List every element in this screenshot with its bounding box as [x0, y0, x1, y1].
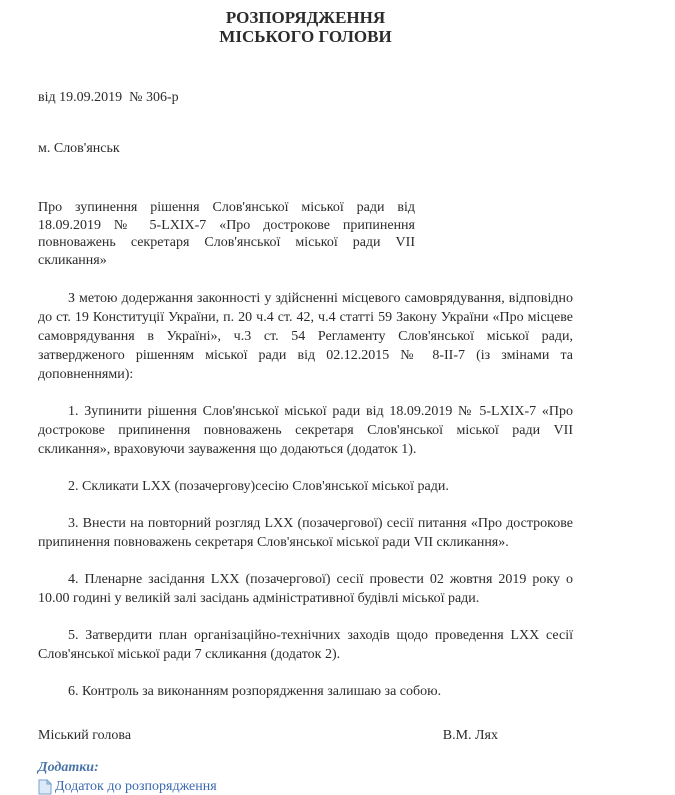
point-5: 5. Затвердити план організаційно-технічних заходів щодо проведення LXX сесії Слов'янської міської ради 7 скликання (додаток 2). [38, 628, 573, 662]
signature-position: Міський голова [38, 728, 132, 743]
document-title [38, 8, 573, 46]
document-page-icon [38, 779, 52, 795]
attachments-section [38, 759, 573, 795]
point-3: 3. Внести на повторний розгляд LXX (позачергової) сесії питання «Про дострокове припинення повноважень секретаря Слов'янської міської ради VII скликання». [38, 516, 573, 550]
point-1: 1. Зупинити рішення Слов'янської міської ради від 18.09.2019 № 5-LXIX-7 «Про дострокове припинення повноважень секретаря Слов'янської міської ради VII скликання», враховуючи зауваження що додаються (додаток 1). [38, 404, 573, 457]
document-subject: Про зупинення рішення Слов'янської міської ради від 18.09.2019 № 5-LXIX-7 «Про дострокове припинення повноважень секретаря Слов'янської міської ради VII скликання» [38, 200, 415, 268]
document-city: м. Слов'янськ [38, 141, 120, 156]
attachments-heading: Додатки: [38, 760, 99, 775]
document-date-number: від 19.09.2019 № 306-р [38, 90, 179, 105]
point-6: 6. Контроль за виконанням розпорядження залишаю за собою. [68, 684, 442, 699]
signature-row [38, 727, 573, 744]
document-title-line1: РОЗПОРЯДЖЕННЯ [225, 8, 386, 27]
point-4: 4. Пленарне засідання LXX (позачергової) сесії провести 02 жовтня 2019 року о 10.00 годині у великій залі засідань адміністративної будівлі міської ради. [38, 572, 573, 606]
attachment-link[interactable]: Додаток до розпорядження [55, 779, 217, 794]
document-content [38, 8, 573, 795]
point-2: 2. Скликати LXX (позачергову)сесію Слов'янської міської ради. [68, 479, 449, 494]
document-meta [38, 55, 573, 191]
attachment-item[interactable] [38, 778, 573, 795]
document-title-line2: МІСЬКОГО ГОЛОВИ [219, 27, 392, 46]
signature-name: В.М. Лях [442, 728, 498, 743]
intro-paragraph: З метою додержання законності у здійсненні місцевого самоврядування, відповідно до ст. 19 Конституції України, п. 20 ч.4 ст. 42, ч.4 статті 59 Закону України «Про місцеве самоврядування в Україні», ч.3 ст. 54 Регламенту Слов'янської міської ради, затвердженого рішенням міської ради від 02.12.2015 № 8-II-7 (із змінами та доповненнями): [38, 291, 573, 382]
